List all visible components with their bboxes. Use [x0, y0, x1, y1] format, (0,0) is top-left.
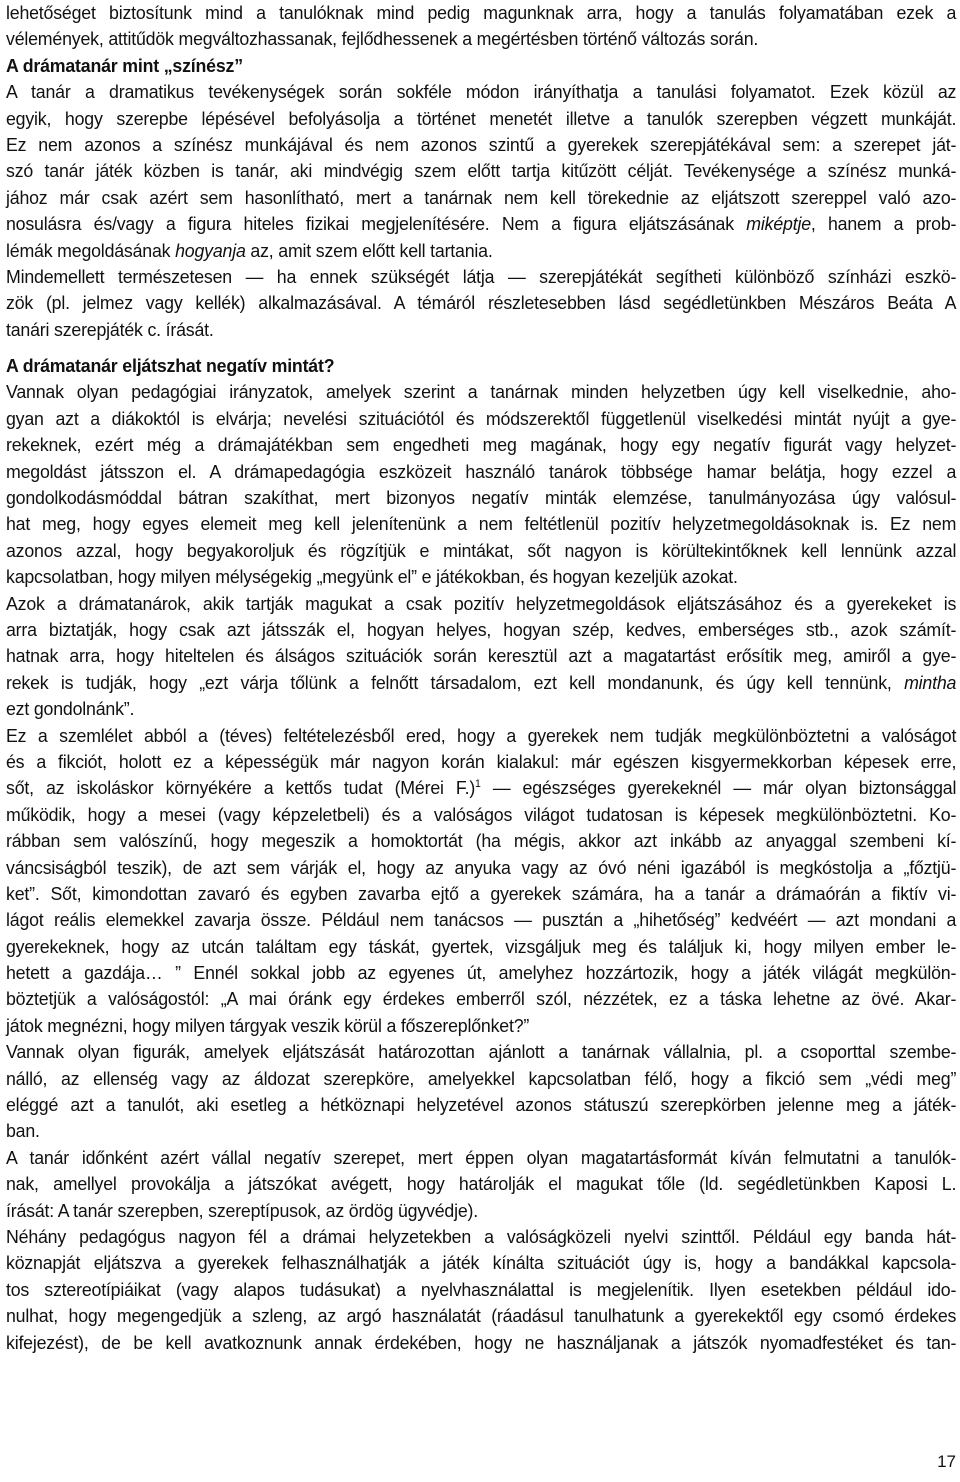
text-line: eléggé azt a tanulót, aki esetleg a hétköznapi helyzetével azonos státuszú szerepkörben jelenne meg a játék-	[6, 1094, 957, 1116]
page-number: 17	[937, 1452, 956, 1471]
text-line: rábban sem valószínű, hogy megeszik a homoktortát (ha mégis, akkor azt inkább az anyaggal szembeni kí-	[6, 830, 957, 852]
text-line: játok megnézni, hogy milyen tárgyak veszik körül a főszereplőnket?”	[6, 1014, 530, 1036]
text-line: jához már csak azért sem hasonlítható, mert a tanárnak nem kell törekednie az eljátszott szereppel való azo-	[6, 186, 957, 208]
text-line: rekek is tudják, hogy „ezt várja tőlünk a felnőtt társadalom, ezt kell mondanunk, és úgy kell tennünk, mintha	[6, 671, 957, 693]
text-line: nak, amellyel provokálja a játszókat avégett, hogy határolják el magukat tőle (ld. segédletünkben Kaposi L.	[6, 1173, 957, 1195]
text-line: gyan azt a diákoktól is elvárja; nevelési szituációtól és módszerektől függetlenül viselkedési mintát nyújt a gye-	[6, 407, 957, 429]
text-line: arra biztatják, hogy csak azt játsszák el, hogyan helyes, hogyan szép, kedves, emberséges stb., azok számít-	[6, 618, 957, 640]
text-line: Ez a szemlélet abból a (téves) feltételezésből ered, hogy a gyerekek nem tudják megkülönböztetni a valóságot	[6, 724, 957, 746]
section-heading: A drámatanár eljátszhat negatív mintát?	[6, 355, 335, 377]
text-line: zök (pl. jelmez vagy kellék) alkalmazásával. A témáról részletesebben lásd segédletünkben Mészáros Beáta A	[6, 292, 957, 314]
text-line: kapcsolatban, hogy milyen mélységekig „megyünk el” e játékokban, és hogyan kezeljük azokat.	[6, 566, 738, 588]
document-page	[6, 0, 956, 1356]
text-line: váncsiságból teszik), de azt sem várják el, hogy az anyuka vagy az óvó néni igazából is megkóstolja a „főztjü-	[6, 856, 957, 878]
text-line: Ez nem azonos a színész munkájával és nem azonos szintű a gyerekek szerepjátékával sem: a szerepet ját-	[6, 133, 957, 155]
text-line: megoldást játsszon el. A drámapedagógia eszközeit használó tanárok többsége hamar belátja, hogy ezzel a	[6, 460, 957, 482]
text-line: lehetőséget biztosítunk mind a tanulóknak mind pedig magunknak arra, hogy a tanulás folyamatában ezek a	[6, 2, 957, 23]
text-line: gondolkodásmóddal bátran szakíthat, mert bizonyos negatív minták elemzése, tanulmányozása úgy valósul-	[6, 487, 957, 509]
text-line: ezt gondolnánk”.	[6, 698, 135, 720]
text-line: köznapját eljátszva a gyerekek felhasználhatják a játék kínálta szituációt úgy is, hogy a bandákkal kapcsola-	[6, 1252, 957, 1274]
text-line: nálló, az ellenség vagy az áldozat szerepköre, amelyekkel kapcsolatban félő, hogy a fikció sem „védi meg”	[6, 1067, 957, 1089]
text-line: hetett a gazdája… ” Ennél sokkal jobb az egyenes út, amelyhez hozzártozik, hogy a játék világát megkülön-	[6, 962, 957, 984]
text-line: nosulásra és/vagy a figura hiteles fizikai megjelenítésére. Nem a figura eljátszásának miképtje, hanem a prob-	[6, 213, 957, 235]
text-line: lémák megoldásának hogyanja az, amit szem előtt kell tartania.	[6, 239, 493, 261]
text-line: működik, hogy a mesei (vagy képzeletbeli) és a valóságos világot tudatosan is képesek megkülönböztetni. Ko-	[6, 803, 957, 825]
text-line: ban.	[6, 1120, 40, 1142]
section-gap	[6, 343, 956, 353]
text-line: A tanár időnként azért vállal negatív szerepet, mert éppen olyan magatartásformát kíván felmutatni a tanulók-	[6, 1146, 957, 1168]
text-line: vélemények, attitűdök megváltozhassanak, fejlődhessenek a megértésben történő változás során.	[6, 28, 759, 50]
text-line: Azok a drámatanárok, akik tartják magukat a csak pozitív helyzetmegoldások eljátszásához és a gyerekeket is	[6, 592, 957, 614]
text-line: A tanár a dramatikus tevékenységek során sokféle módon irányíthatja a tanulási folyamatot. Ezek közül az	[6, 81, 957, 103]
text-line: Vannak olyan pedagógiai irányzatok, amelyek szerint a tanárnak minden helyzetben úgy kell viselkednie, aho-	[6, 381, 957, 403]
section-heading: A drámatanár mint „színész”	[6, 54, 243, 76]
text-line: hatnak arra, hogy hiteltelen és álságos szituációk során keresztül azt a magatartást erősítik meg, amiről a gye-	[6, 645, 957, 667]
text-line: Néhány pedagógus nagyon fél a drámai helyzetekben a valóságközeli nyelvi szinttől. Például egy banda hát-	[6, 1225, 957, 1247]
text-line: Mindemellett természetesen — ha ennek szükségét látja — szerepjátékát segítheti különböző színházi eszkö-	[6, 265, 957, 287]
text-line: böztetjük a valóságostól: „A mai óránk egy érdekes emberről szól, nézzétek, ez a táska lehetne az övé. Akar-	[6, 988, 957, 1010]
text-line: tanári szerepjáték c. írását.	[6, 318, 214, 340]
text-line: rekeknek, ezért még a drámajátékban sem engedheti meg magának, hogy egy negatív figurát vagy helyzet-	[6, 434, 957, 456]
text-line: Vannak olyan figurák, amelyek eljátszását határozottan ajánlott a tanárnak vállalnia, pl. a csoporttal szembe-	[6, 1041, 957, 1063]
text-line: egyik, hogy szerepbe lépésével befolyásolja a történet menetét illetve a tanulók szerepben végzett munkáját.	[6, 107, 957, 129]
text-line: azonos azzal, hogy begyakoroljuk és rögzítjük e mintákat, sőt nagyon is körültekintőknek kell lennünk azzal	[6, 539, 957, 561]
text-line: sőt, az iskoláskor környékére a kettős tudat (Mérei F.)$^1$ — egészséges gyerekeknél — már olyan biztonsággal	[6, 777, 957, 799]
text-line: írását: A tanár szerepben, szereptípusok, az ördög ügyvédje).	[6, 1199, 479, 1221]
text-line: gyerekeknek, hogy az utcán találtam egy táskát, gyertek, vizsgáljuk meg és találjuk ki, hogy milyen ember le-	[6, 935, 957, 957]
text-line: és a fikciót, holott ez a képességük már nagyon korán kialakul: már egészen kisgyermekkorban képesek erre,	[6, 750, 957, 772]
text-line: hat meg, hogy egyes elemeit meg kell jelenítenünk a nem feltétlenül pozitív helyzetmegoldásoknak is. Ez nem	[6, 513, 957, 535]
text-line: tos sztereotípiáikat (vagy alapos tudásukat) a nyelvhasználattal is megjelenítik. Ilyen esetekben például ido-	[6, 1278, 957, 1300]
text-line: ket”. Sőt, kimondottan zavaró és egyben zavarba ejtő a gyerekek számára, ha a tanár a drámaórán a fiktív vi-	[6, 882, 957, 904]
text-line: lágot reális elemekkel zavarja össze. Például nem tanácsos — pusztán a „hihetőség” kedvéért — azt mondani a	[6, 909, 957, 931]
text-line: nulhat, hogy megengedjük a szleng, az argó használatát (ráadásul tanulhatunk a gyerekektől egy csomó érdekes	[6, 1305, 957, 1327]
text-line: kifejezést), de be kell avatkoznunk annak érdekében, hogy ne használjanak a játszók nyomadfestéket és tan-	[6, 1331, 957, 1353]
text-line: szó tanár játék közben is tanár, aki mindvégig szem előtt tartja kitűzött célját. Tevékenysége a színész munká-	[6, 160, 957, 182]
